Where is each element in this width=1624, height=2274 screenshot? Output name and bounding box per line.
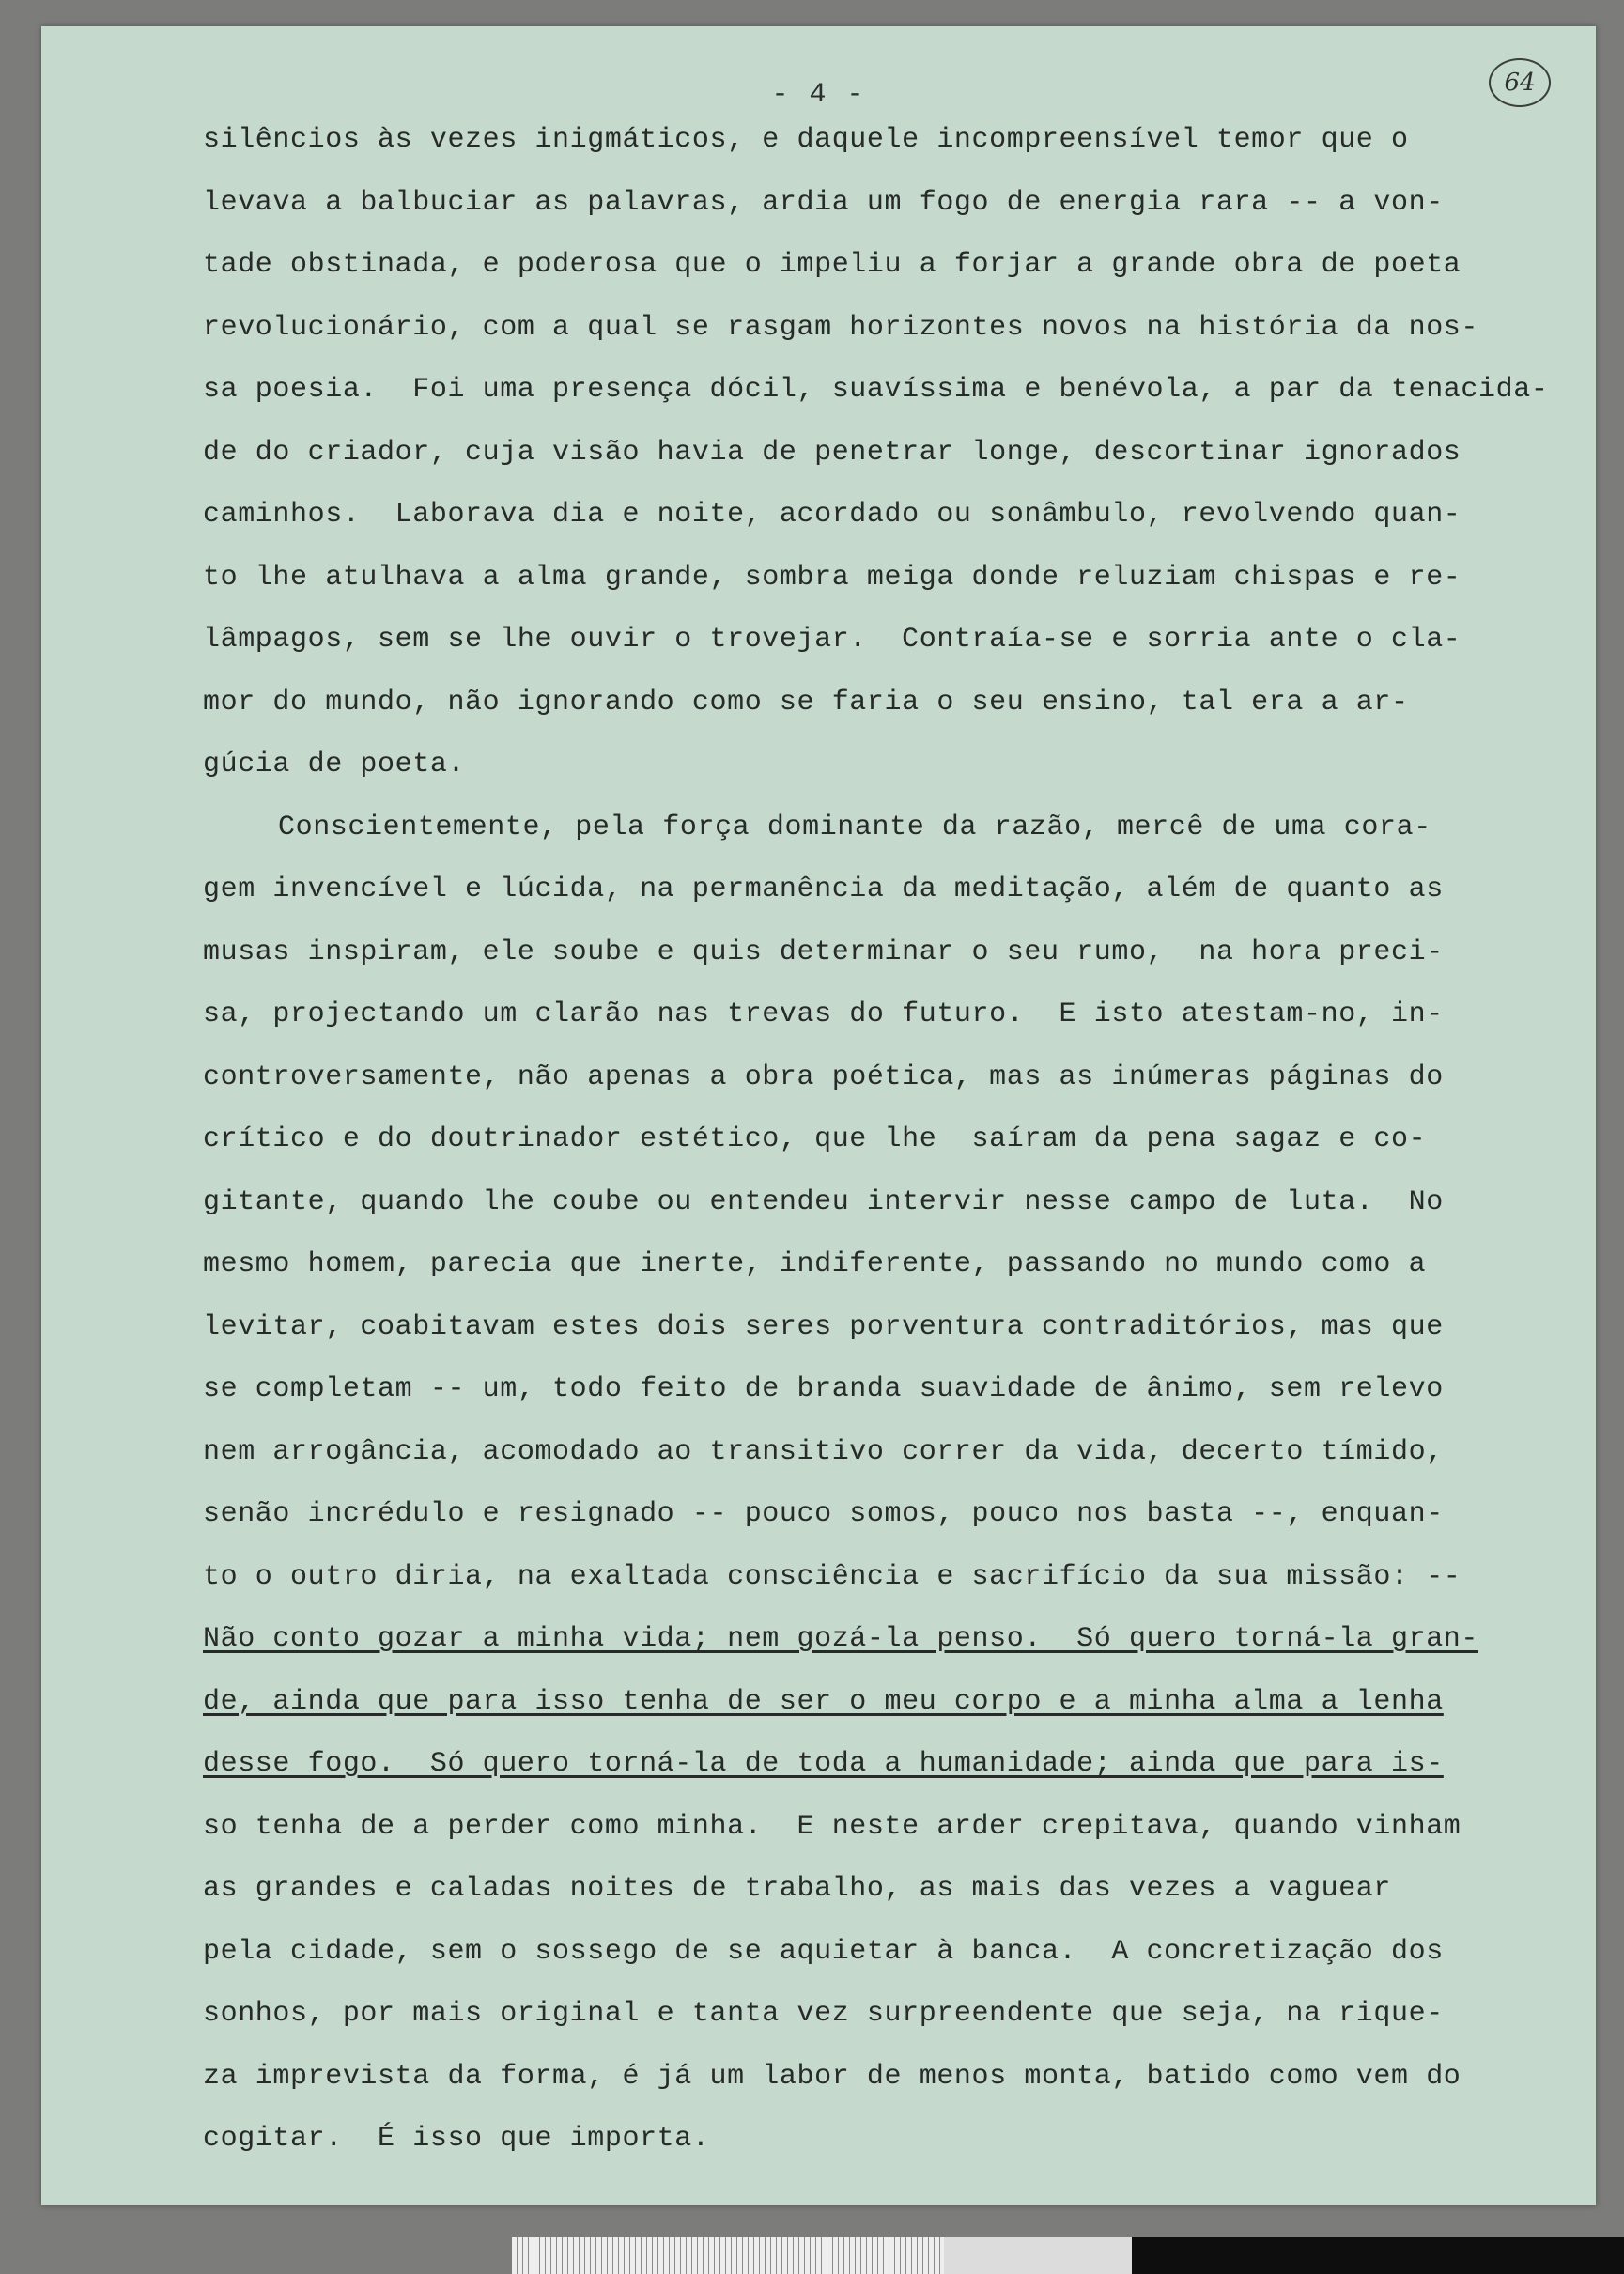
quoted-text-line: desse fogo. Só quero torná-la de toda a humanidade; ainda que para is- <box>203 1748 1444 1780</box>
typed-text-body <box>203 116 1584 2178</box>
scale-black-patch <box>1132 2237 1624 2274</box>
text-line: as grandes e caladas noites de trabalho, as mais das vezes a vaguear <box>203 1873 1391 1905</box>
text-line: crítico e do doutrinador estético, que lhe saíram da pena sagaz e co- <box>203 1123 1427 1155</box>
text-line: za imprevista da forma, é já um labor de menos monta, batido como vem do <box>203 2060 1462 2093</box>
text-line-content: Conscientemente, pela força dominante da razão, mercê de uma cora- <box>278 811 1431 843</box>
text-line: nem arrogância, acomodado ao transitivo correr da vida, decerto tímido, <box>203 1435 1444 1468</box>
page-number: - 4 - <box>771 79 866 111</box>
text-line: mor do mundo, não ignorando como se faria o seu ensino, tal era a ar- <box>203 686 1409 719</box>
text-line: senão incrédulo e resignado -- pouco somos, pouco nos basta --, enquan- <box>203 1498 1444 1530</box>
text-line: gúcia de poeta. <box>203 749 466 781</box>
text-line: controversamente, não apenas a obra poética, mas as inúmeras páginas do <box>203 1060 1444 1093</box>
text-line: sa, projectando um clarão nas trevas do futuro. E isto atestam-no, in- <box>203 998 1444 1030</box>
scale-grey-patch <box>944 2237 1132 2274</box>
text-line: so tenha de a perder como minha. E neste arder crepitava, quando vinham <box>203 1810 1462 1843</box>
text-line: pela cidade, sem o sossego de se aquietar à banca. A concretização dos <box>203 1935 1444 1968</box>
text-line: de do criador, cuja visão havia de penetrar longe, descortinar ignorados <box>203 436 1462 469</box>
text-line: revolucionário, com a qual se rasgam horizontes novos na história da nos- <box>203 311 1479 344</box>
text-line: tade obstinada, e poderosa que o impeliu a forjar a grande obra de poeta <box>203 249 1462 281</box>
scale-ticks <box>512 2237 944 2274</box>
text-line: sonhos, por mais original e tanta vez surpreendente que seja, na rique- <box>203 1998 1444 2030</box>
text-line: to lhe atulhava a alma grande, sombra meiga donde reluziam chispas e re- <box>203 561 1462 594</box>
text-line: se completam -- um, todo feito de branda suavidade de ânimo, sem relevo <box>203 1373 1444 1405</box>
text-line: sa poesia. Foi uma presença dócil, suavíssima e benévola, a par da tenacida- <box>203 374 1549 406</box>
text-line: to o outro diria, na exaltada consciência e sacrifício da sua missão: -- <box>203 1560 1462 1593</box>
scale-bar <box>512 2237 1624 2274</box>
text-line: mesmo homem, parecia que inerte, indiferente, passando no mundo como a <box>203 1248 1427 1280</box>
text-line: gitante, quando lhe coube ou entendeu intervir nesse campo de luta. No <box>203 1185 1444 1218</box>
folio-number-circled: 64 <box>1489 58 1551 107</box>
text-line: lâmpagos, sem se lhe ouvir o trovejar. Contraía-se e sorria ante o cla- <box>203 624 1462 656</box>
text-line: silêncios às vezes inigmáticos, e daquele incompreensível temor que o <box>203 124 1409 156</box>
text-line: levitar, coabitavam estes dois seres porventura contraditórios, mas que <box>203 1310 1444 1343</box>
text-line: musas inspiram, ele soube e quis determinar o seu rumo, na hora preci- <box>203 936 1444 968</box>
text-line: caminhos. Laborava dia e noite, acordado ou sonâmbulo, revolvendo quan- <box>203 499 1462 531</box>
quoted-text-line: de, ainda que para isso tenha de ser o meu corpo e a minha alma a lenha <box>203 1685 1444 1718</box>
quoted-text-line: Não conto gozar a minha vida; nem gozá-la penso. Só quero torná-la gran- <box>203 1623 1479 1655</box>
text-line: gem invencível e lúcida, na permanência da meditação, além de quanto as <box>203 874 1444 905</box>
text-line: cogitar. É isso que importa. <box>203 2123 710 2155</box>
text-line <box>203 804 1584 867</box>
text-line: levava a balbuciar as palavras, ardia um fogo de energia rara -- a von- <box>203 186 1444 219</box>
